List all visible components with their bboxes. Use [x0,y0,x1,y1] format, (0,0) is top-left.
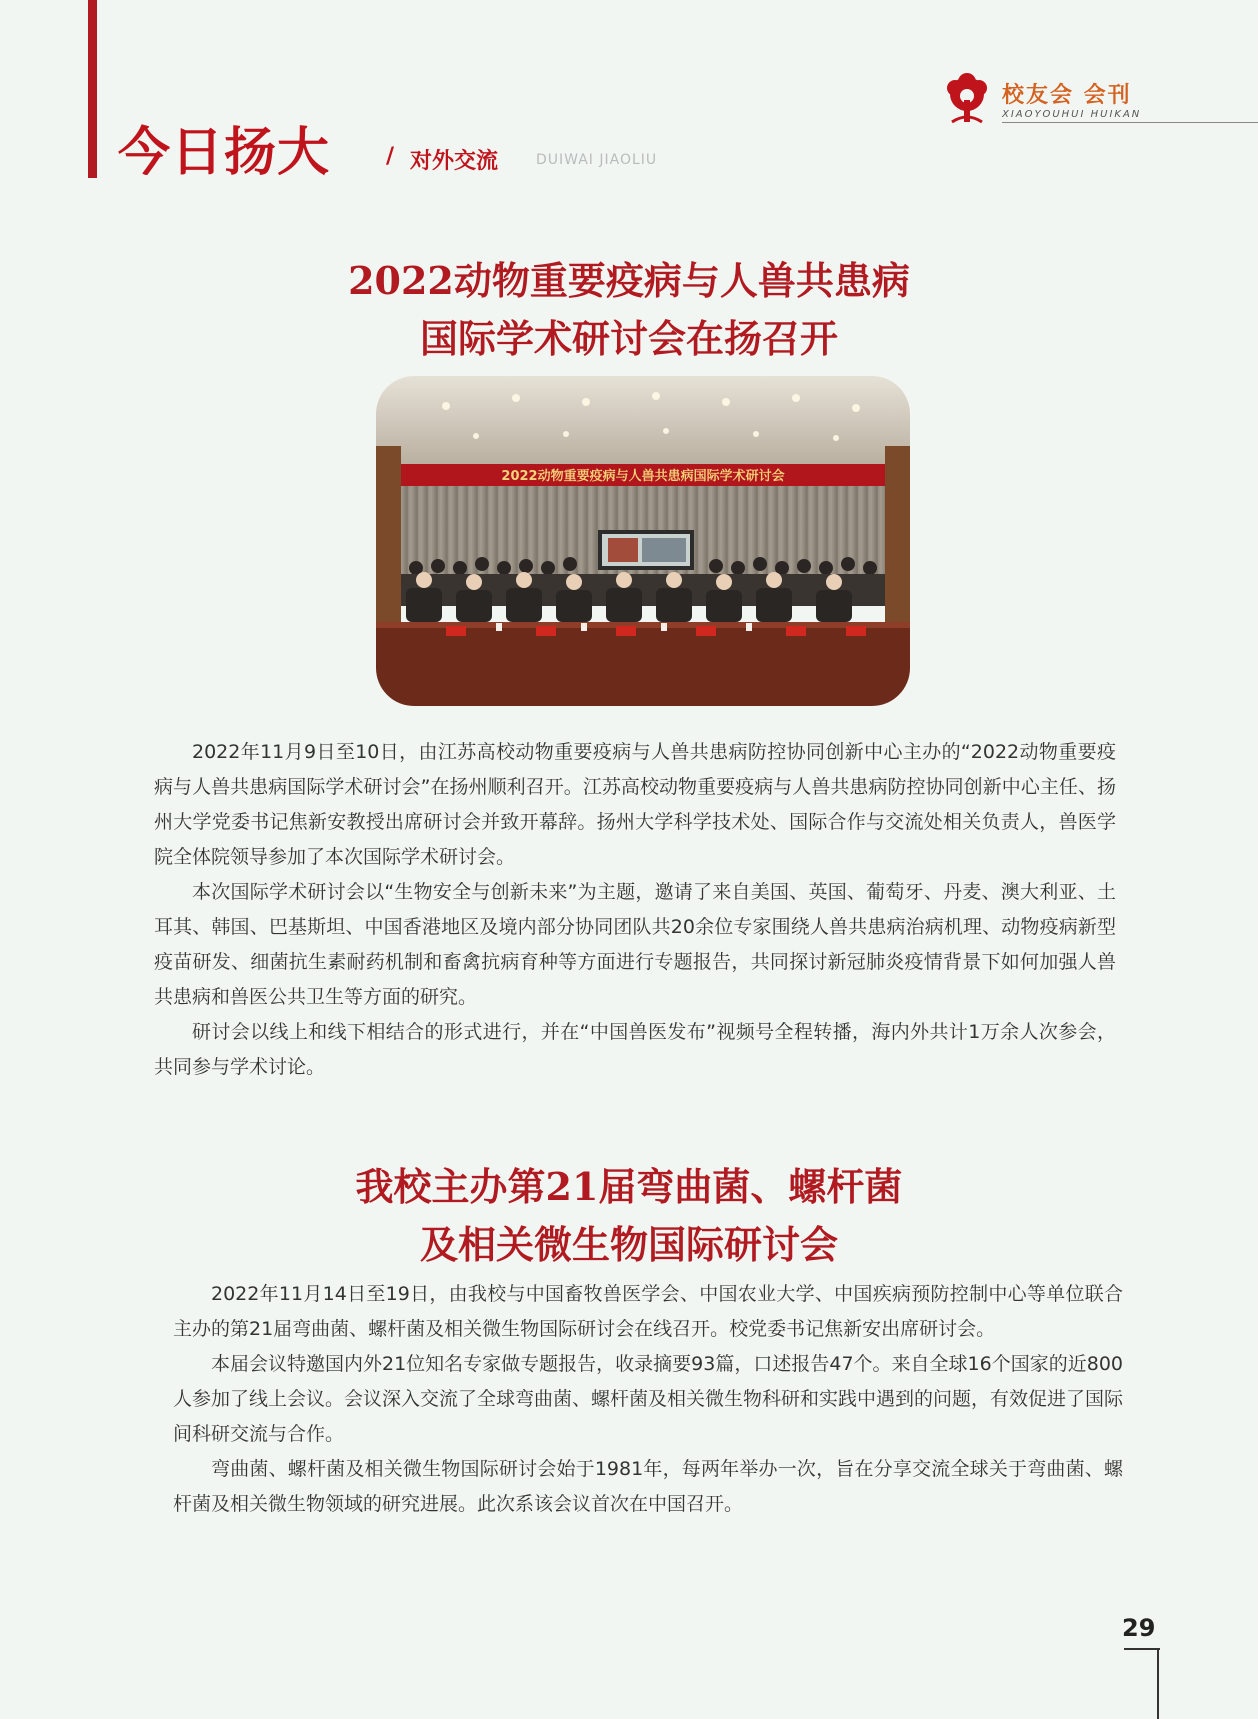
article2-title [0,1158,1258,1274]
article1-paragraph: 研讨会以线上和线下相结合的形式进行，并在“中国兽医发布”视频号全程转播，海内外共计1万余人次参会，共同参与学术讨论。 [154,1021,1116,1078]
article1-title-line1: 2022动物重要疫病与人兽共患病 [348,258,910,303]
article2-title-line2: 及相关微生物国际研讨会 [419,1222,838,1267]
article2-paragraph: 弯曲菌、螺杆菌及相关微生物国际研讨会始于1981年，每两年举办一次，旨在分享交流全球关于弯曲菌、螺杆菌及相关微生物领域的研究进展。此次系该会议首次在中国召开。 [173,1458,1123,1515]
page-corner-mark [1124,1648,1160,1650]
photo-banner-text: 2022动物重要疫病与人兽共患病国际学术研讨会 [501,469,785,484]
subsection-title: 对外交流 [410,149,499,174]
magazine-name: 校友会 会刊 [1002,83,1132,108]
header-rule [1002,122,1258,123]
section-title: 今日扬大 [118,123,331,183]
page-number: 29 [1122,1614,1156,1642]
alumni-association-logo-icon [940,72,994,126]
article1-body [154,735,1116,1085]
article1-title [0,252,1258,368]
article1-paragraph: 2022年11月9日至10日，由江苏高校动物重要疫病与人兽共患病防控协同创新中心主办的“2022动物重要疫病与人兽共患病国际学术研讨会”在扬州顺利召开。江苏高校动物重要疫病与人兽共患病防控协同创新中心主任、扬州大学党委书记焦新安教授出席研讨会并致开幕辞。扬州大学科学技术处、国际合作与交流处相关负责人，兽医学院全体院领导参加了本次国际学术研讨会。 [154,741,1116,868]
page-corner-mark [1157,1648,1159,1719]
header-accent-bar [88,0,97,178]
article2-body [173,1277,1123,1522]
magazine-name-en: XIAOYOUHUI HUIKAN [1002,109,1142,120]
subsection-title-en: DUIWAI JIAOLIU [536,152,658,168]
article1-title-line2: 国际学术研讨会在扬召开 [419,316,838,361]
article2-title-line1: 我校主办第21届弯曲菌、螺杆菌 [355,1164,903,1209]
article2-paragraph: 本届会议特邀国内外21位知名专家做专题报告，收录摘要93篇，口述报告47个。来自全球16个国家的近800人参加了线上会议。会议深入交流了全球弯曲菌、螺杆菌及相关微生物科研和实践中遇到的问题，有效促进了国际间科研交流与合作。 [173,1353,1124,1445]
conference-photo [376,376,910,706]
subsection-divider: / [386,144,395,169]
article2-paragraph: 2022年11月14日至19日，由我校与中国畜牧兽医学会、中国农业大学、中国疾病预防控制中心等单位联合主办的第21届弯曲菌、螺杆菌及相关微生物国际研讨会在线召开。校党委书记焦新安出席研讨会。 [173,1283,1123,1340]
article1-paragraph: 本次国际学术研讨会以“生物安全与创新未来”为主题，邀请了来自美国、英国、葡萄牙、丹麦、澳大利亚、土耳其、韩国、巴基斯坦、中国香港地区及境内部分协同团队共20余位专家围绕人兽共患病治病机理、动物疫病新型疫苗研发、细菌抗生素耐药机制和畜禽抗病育种等方面进行专题报告，共同探讨新冠肺炎疫情背景下如何加强人兽共患病和兽医公共卫生等方面的研究。 [154,881,1116,1008]
